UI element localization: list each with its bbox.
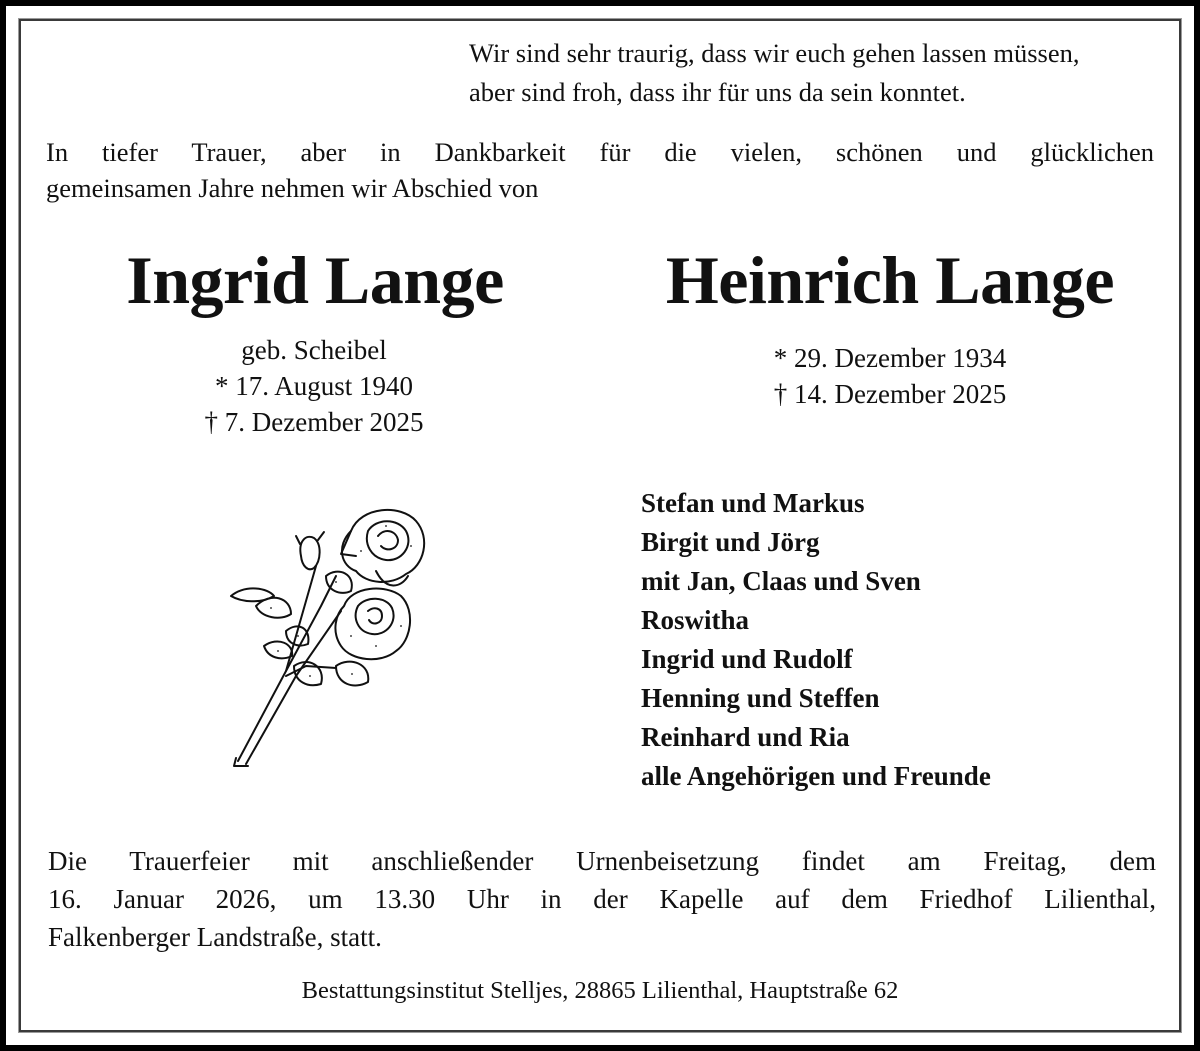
intro-line: gemeinsamen Jahre nehmen wir Abschied von	[46, 173, 539, 203]
deceased-details-heinrich	[660, 340, 1120, 412]
mourner-line: Stefan und Markus	[641, 488, 865, 518]
mourner-line: Ingrid und Rudolf	[641, 644, 853, 674]
funeral-details	[48, 842, 1156, 956]
funeral-line: Falkenberger Landstraße, statt.	[48, 922, 382, 952]
maiden-name: geb. Scheibel	[241, 335, 387, 365]
motto-line: aber sind froh, dass ihr für uns da sein konntet.	[469, 77, 966, 107]
motto-quote	[469, 34, 1169, 112]
deceased-details-ingrid	[100, 332, 528, 440]
intro-text	[46, 134, 1154, 206]
funeral-line: Die Trauerfeier mit anschließender Urnenbeisetzung findet am Freitag, dem	[48, 846, 1156, 876]
mourner-line: Henning und Steffen	[641, 683, 880, 713]
mourner-line: Reinhard und Ria	[641, 722, 850, 752]
mourners-list	[641, 484, 991, 796]
birth-date: * 17. August 1940	[214, 371, 414, 401]
mourner-line: mit Jan, Claas und Sven	[641, 566, 921, 596]
deceased-name-heinrich: Heinrich Lange	[665, 242, 1115, 318]
funeral-line: 16. Januar 2026, um 13.30 Uhr in der Kapelle auf dem Friedhof Lilienthal,	[48, 884, 1156, 914]
deceased-name-ingrid: Ingrid Lange	[126, 242, 504, 318]
mourner-line: Birgit und Jörg	[641, 527, 820, 557]
death-date: † 7. Dezember 2025	[204, 407, 424, 437]
motto-line: Wir sind sehr traurig, dass wir euch gehen lassen müssen,	[469, 38, 1080, 68]
intro-line: In tiefer Trauer, aber in Dankbarkeit für die vielen, schönen und glücklichen	[46, 137, 1154, 167]
undertaker-footer: Bestattungsinstitut Stelljes, 28865 Lilienthal, Hauptstraße 62	[301, 977, 899, 1004]
mourner-line: Roswitha	[641, 605, 750, 635]
death-date: † 14. Dezember 2025	[773, 379, 1007, 409]
birth-date: * 29. Dezember 1934	[773, 343, 1007, 373]
rose-bouquet-icon	[226, 496, 431, 771]
mourner-line: alle Angehörigen und Freunde	[641, 761, 991, 791]
